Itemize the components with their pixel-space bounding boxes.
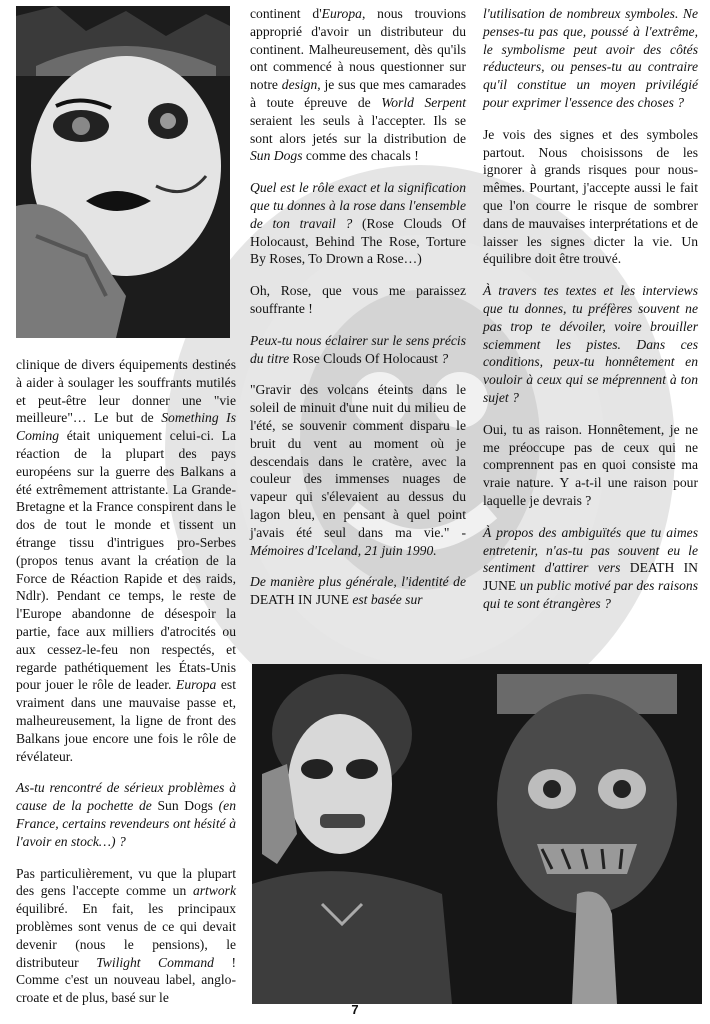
- interview-question: [483, 524, 698, 613]
- interview-answer: [250, 381, 466, 559]
- text-run: , je sus que mes camarades à toute épreuve de: [250, 77, 466, 110]
- article-column-right: [483, 5, 698, 627]
- text-run: est basée sur: [348, 592, 423, 608]
- text-run: Pas particulièrement, vu que la plupart des gens l'accepte comme un: [16, 865, 236, 899]
- interview-question: [16, 779, 236, 850]
- interview-question: [250, 179, 466, 268]
- text-run: Rose Clouds Of Holocaust: [292, 350, 438, 366]
- article-column-left: [16, 356, 236, 1021]
- interview-question: [483, 282, 698, 407]
- photo-two-masked-figures: [252, 664, 702, 1004]
- text-run: Peux-tu nous éclairer sur le sens précis du titre: [250, 332, 466, 366]
- interview-answer: [250, 5, 466, 165]
- text-run: À travers tes textes et les interviews que tu donnes, tu préfères souvent ne pas trop te dévoiler, voire brouiller sciemment les pistes. Dans ces conditions, peux-tu honnêtement en vouloir à ceux qui se méprennent à ton sujet ?: [483, 283, 698, 405]
- article-column-middle: [250, 5, 466, 623]
- text-run: est vraiment dans une mauvaise passe et, malheureusement, la ligne de front des Balkans joue encore une fois le rôle de révélateur.: [16, 677, 236, 764]
- interview-answer: [16, 865, 236, 1007]
- text-run: Je vois des signes et des symboles partout. Nous choisissons de les ignorer à grands risques pour nous-mêmes. Pourtant, j'accepte aussi le fait que l'on courre le risque de sombrer dans de mauvaises interprétations et de laisser les signes dicter la vie. Un équilibre doit être trouvé.: [483, 126, 698, 267]
- text-run: seraient les seuls à l'accepter. Ils se sont alors jetés sur la distribution de: [250, 112, 466, 146]
- text-run: design: [281, 77, 318, 93]
- text-run: (en France, certains revendeurs ont hésité à l'avoir en stock…) ?: [16, 798, 236, 849]
- text-run: propos tenus avant la création de la Force de Réaction Rapide et des raids, Ndlr: [16, 552, 236, 604]
- text-run: (Rose Clouds Of Holocaust, Behind The Rose, Torture By Roses, To Drown a Rose…): [250, 215, 466, 267]
- text-run: À propos des ambiguïtés que tu aimes entretenir, n'as-tu pas souvent eu le sentiment d'attirer vers: [483, 524, 698, 576]
- interview-answer: [483, 126, 698, 268]
- text-run: Quel est le rôle exact et la signification que tu donnes à la rose dans l'ensemble de ton travail ?: [250, 180, 466, 231]
- text-run: DEATH IN JUNE: [483, 560, 698, 594]
- text-run: équilibré. En fait, les principaux problèmes sont venus de ce qui devait devenir (nous le pensions), le distributeur: [16, 901, 236, 970]
- text-run: Mémoires d'Iceland, 21 juin 1990.: [250, 542, 437, 558]
- text-run: Oh, Rose, que vous me paraissez souffrante !: [250, 283, 466, 316]
- text-run: continent d': [250, 6, 322, 21]
- interview-question: [250, 332, 466, 368]
- text-run: , nous trouvions approprié d'avoir un distributeur du continent. Malheureusement, dès qu'ils ont commencé à nous questionner sur notre: [250, 6, 467, 93]
- text-run: Sun Dogs: [250, 148, 303, 164]
- page-number: 7: [351, 1002, 359, 1017]
- text-run: Europa: [176, 677, 217, 693]
- text-run: DEATH IN JUNE: [250, 592, 349, 608]
- text-run: un public motivé par des raisons qui te sont étrangères ?: [483, 578, 698, 611]
- text-run: De manière plus générale, l'identité de: [250, 574, 466, 590]
- interview-answer: [16, 356, 236, 765]
- photo-white-mask: [16, 6, 230, 338]
- text-run: World Serpent: [381, 94, 466, 110]
- interview-answer: [250, 282, 466, 318]
- text-run: ). Pendant ce temps, le reste de l'Europe abandonne de désespoir la partie, face aux milliers d'atrocités ou aux cessez-le-feu non respectés, et regarde pathétiquement les États-Unis pour jouer le rôle de leader.: [16, 588, 236, 693]
- text-run: artwork: [192, 883, 236, 899]
- text-run: Twilight Command: [96, 954, 214, 970]
- text-run: Oui, tu as raison. Honnêtement, je ne me préoccupe pas de ceux qui ne comprennent pas en quoi consiste ma vraie nature. Y a-t-il une raison pour laquelle je devrais ?: [483, 421, 698, 508]
- text-run: l'utilisation de nombreux symboles. Ne penses-tu pas que, poussé à l'extrême, le symbolisme peut avoir des côtés réducteurs, ou penses-tu au contraire qu'il constitue un moyen privilégié pour exprimer l'essence des choses ?: [483, 6, 698, 110]
- text-run: était uniquement celui-ci. La réaction de la plupart des pays européens sur la guerre des Balkans a été extrêmement attristante. La Grande-Bretagne et la France conspirent dans le dos de tout le monde et tissent un étrange tissu d'intrigues pro-Serbes (: [16, 428, 236, 568]
- interview-question: [250, 573, 466, 609]
- text-run: Something Is Coming: [16, 410, 236, 444]
- text-run: Sun Dogs: [157, 798, 213, 814]
- text-run: ?: [437, 350, 449, 366]
- text-run: "Gravir des volcans éteints dans le soleil de minuit d'une nuit du milieu de l'été, se souvenir comment disparu le bruit du vent au moment où je descendais dans le cratère, avec la couleur des immenses nuages de vapeur qui s'élevaient au dessus du lagon bleu, en pensant à quel point j'avais été seul dans ma vie." -: [250, 382, 466, 540]
- text-run: clinique de divers équipements destinés à aider à soulager les souffrants mutilés et peut-être leur donner une "vie meilleure"… Le but de: [16, 357, 236, 426]
- text-run: ! Comme c'est un nouveau label, anglo-croate et de plus, basé sur le: [16, 954, 236, 1006]
- text-run: comme des chacals !: [302, 148, 419, 164]
- text-run: As-tu rencontré de sérieux problèmes à cause de la pochette de: [16, 780, 236, 814]
- text-run: Europa: [321, 6, 362, 21]
- interview-question: [483, 5, 698, 112]
- interview-answer: [483, 421, 698, 510]
